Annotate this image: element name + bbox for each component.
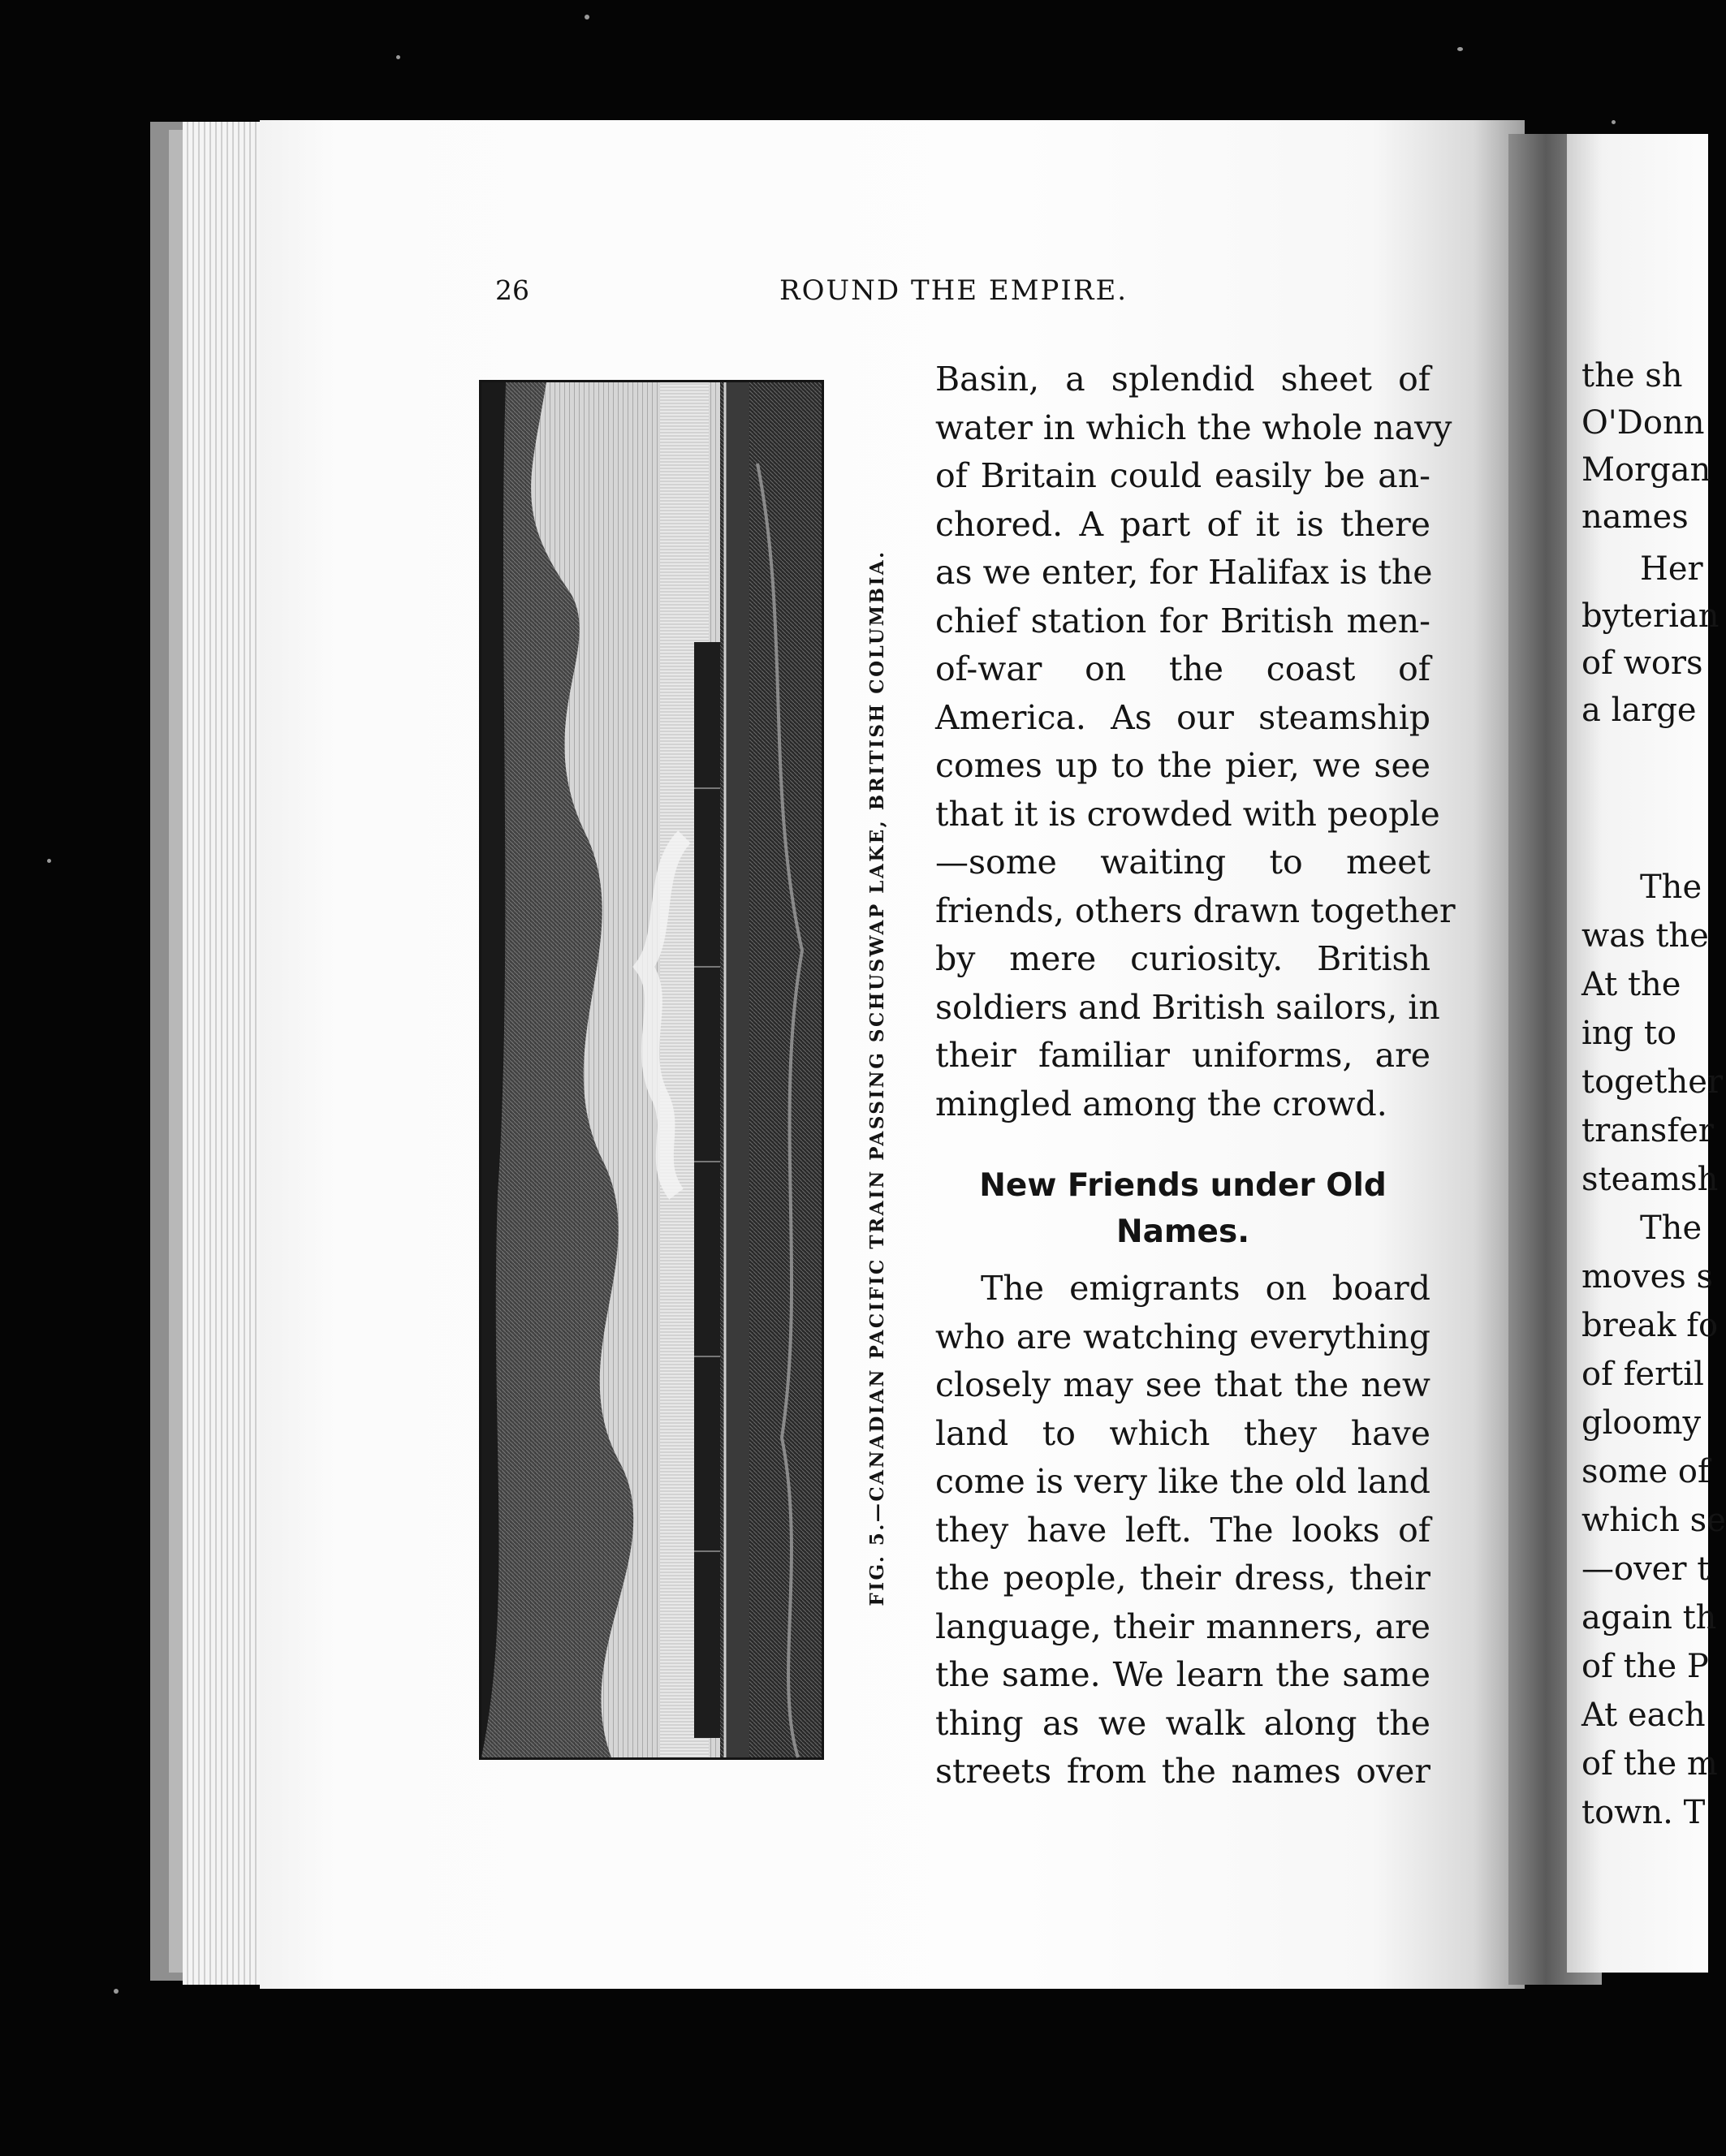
- right-page-line: gloomy: [1581, 1404, 1702, 1442]
- right-page-line: some of: [1581, 1453, 1710, 1490]
- right-page-line: The: [1640, 869, 1702, 906]
- text-line: come is very like the old land: [935, 1462, 1431, 1501]
- right-page-line: of the m: [1581, 1745, 1718, 1783]
- right-page-line: At the: [1581, 966, 1681, 1003]
- text-line: The emigrants on board: [981, 1269, 1430, 1308]
- text-line: by mere curiosity. British: [935, 939, 1430, 978]
- right-page-line: of the P: [1581, 1648, 1709, 1685]
- text-line: the people, their dress, their: [935, 1559, 1430, 1598]
- right-page-line: again th: [1581, 1599, 1717, 1636]
- text-line: closely may see that the new: [935, 1365, 1430, 1404]
- text-line: comes up to the pier, we see: [935, 746, 1430, 785]
- text-line: thing as we walk along the: [935, 1703, 1430, 1743]
- heading-line: Names.: [1115, 1214, 1250, 1250]
- figure-caption: FIG. 5.—CANADIAN PACIFIC TRAIN PASSING SCHUSWAP LAKE, BRITISH COLUMBIA.: [866, 550, 888, 1606]
- right-page-line: Her: [1640, 550, 1703, 588]
- text-line: streets from the names over: [935, 1752, 1430, 1791]
- text-line: friends, others drawn together: [935, 890, 1456, 930]
- text-line: the same. We learn the same: [935, 1655, 1430, 1694]
- right-page-line: a large: [1581, 692, 1697, 729]
- text-line: water in which the whole navy: [935, 407, 1452, 447]
- text-line: Basin, a splendid sheet of: [935, 360, 1430, 399]
- paragraph-emigrants: [935, 1265, 1430, 1796]
- train-lake-illustration: [481, 382, 822, 1757]
- right-page-line: together: [1581, 1063, 1724, 1101]
- right-page-line: town. T: [1581, 1794, 1706, 1831]
- right-page-line: the sh: [1581, 357, 1683, 395]
- right-page-line: transfer: [1581, 1112, 1714, 1149]
- text-line: America. As our steamship: [935, 697, 1430, 737]
- right-page-line: of wors: [1581, 645, 1703, 682]
- text-line: mingled among the crowd.: [935, 1084, 1387, 1123]
- right-page-line: moves s: [1581, 1258, 1714, 1296]
- text-line: land to which they have: [935, 1413, 1430, 1453]
- right-page-line: At each: [1581, 1697, 1706, 1734]
- right-page-line: ing to: [1581, 1015, 1677, 1052]
- text-line: chored. A part of it is there: [935, 504, 1430, 544]
- right-page-line: The: [1640, 1210, 1702, 1247]
- right-page-line: names: [1581, 498, 1689, 536]
- right-page-text-fragment: [1581, 357, 1726, 1851]
- page-number: 26: [495, 274, 529, 306]
- text-line: their familiar uniforms, are: [935, 1036, 1430, 1075]
- text-line: —some waiting to meet: [935, 843, 1430, 882]
- right-page-line: Morgan: [1581, 451, 1711, 489]
- text-line: as we enter, for Halifax is the: [935, 553, 1433, 592]
- right-page-line: steamsh: [1581, 1161, 1719, 1198]
- text-line: of-war on the coast of: [935, 649, 1430, 688]
- text-line: who are watching everything: [935, 1317, 1430, 1356]
- right-page-line: was the: [1581, 917, 1709, 955]
- running-head: ROUND THE EMPIRE.: [779, 274, 1128, 307]
- heading-line: New Friends under Old: [979, 1167, 1387, 1204]
- section-heading: [935, 1162, 1430, 1255]
- right-page-line: O'Donn: [1581, 404, 1705, 442]
- text-line: that it is crowded with people: [935, 794, 1440, 834]
- right-page-line: of fertil: [1581, 1356, 1704, 1393]
- text-line: soldiers and British sailors, in: [935, 987, 1440, 1027]
- paragraph-basin: [935, 356, 1456, 1128]
- text-line: chief station for British men-: [935, 601, 1430, 640]
- text-line: they have left. The looks of: [935, 1510, 1430, 1550]
- right-page-line: which se: [1581, 1502, 1726, 1539]
- right-page-line: byterian: [1581, 597, 1720, 635]
- text-line: of Britain could easily be an-: [935, 456, 1430, 495]
- text-line: language, their manners, are: [935, 1606, 1430, 1646]
- right-page-line: break fo: [1581, 1307, 1719, 1344]
- figure-engraving: [479, 380, 824, 1760]
- right-page-line: —over t: [1581, 1550, 1711, 1588]
